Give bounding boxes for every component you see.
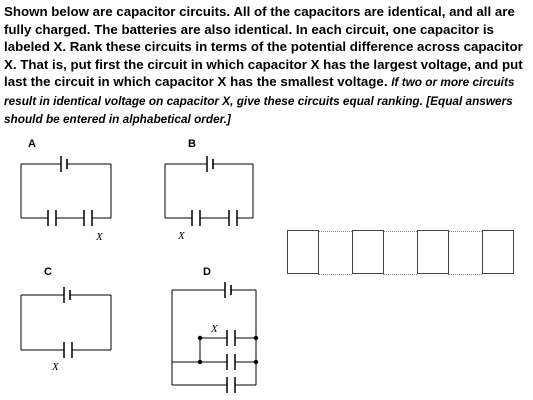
question-main: Shown below are capacitor circuits. All of the capacitors are identical, and all are fully charged. The batteries are also identical. In each circuit, one capacitor is labeled X. Rank these circuits in terms of the potential difference across capacitor X. That is, put first the circuit in which capacitor X has the largest voltage, and put last the circuit in which capacitor X has the smallest voltage. (4, 4, 523, 89)
circuit-b-x-label: X (178, 230, 185, 242)
circuit-c-x-label: X (52, 361, 59, 373)
circuit-d-x-label: X (211, 323, 218, 335)
ranking-connector (318, 231, 352, 275)
ranking-box-4[interactable] (482, 230, 514, 274)
circuit-d-junction-dot (254, 336, 258, 340)
circuit-d-junction-dot (254, 360, 258, 364)
ranking-connector (383, 231, 417, 275)
ranking-box-1[interactable] (287, 230, 319, 274)
ranking-box-3[interactable] (417, 230, 449, 274)
circuit-a-label: A (28, 138, 36, 150)
circuit-d-junction-dot (198, 336, 202, 340)
circuit-d-junction-dot (198, 360, 202, 364)
circuit-b-label: B (188, 138, 196, 150)
circuit-d-label: D (203, 266, 211, 278)
ranking-connector (448, 231, 482, 275)
question-note: If two or more circuits result in identical voltage on capacitor X, give these circuits equal ranking. [Equal answers should be entered in alphabetical order.] (4, 75, 515, 126)
circuit-c-label: C (44, 266, 52, 278)
ranking-box-2[interactable] (352, 230, 384, 274)
circuit-a-x-label: X (96, 231, 103, 243)
